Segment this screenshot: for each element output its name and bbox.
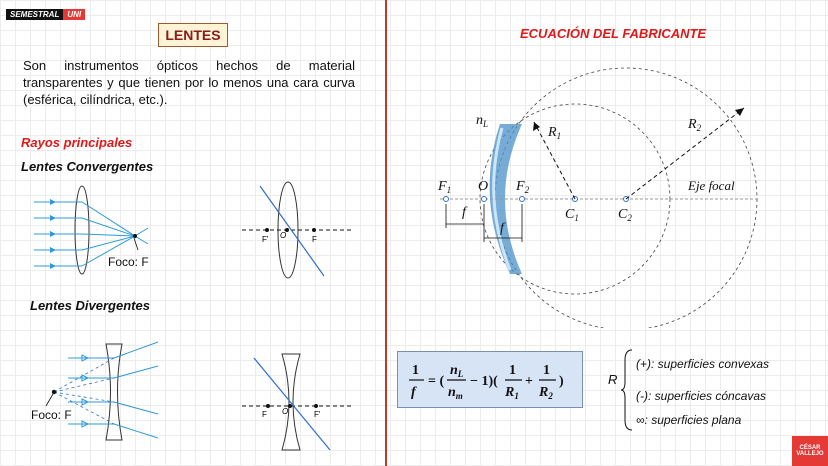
divergent-ray-diagram [36,340,161,445]
r-label: R [608,372,618,387]
svg-text:R2: $R_2$ [539,385,553,401]
svg-text:R2: $R_2$ [688,117,702,133]
svg-text:F1: $F_1$ [438,179,452,195]
label-nL: $n_L$ [476,113,489,129]
svg-text:Eje focal: Eje focal [688,178,735,193]
svg-text:= (: = ( [428,374,445,389]
svg-text:R1: $R_1$ [505,385,519,401]
page-title: LENTES [158,23,228,47]
svg-text:1: 1 [509,363,516,378]
svg-text:1: 1 [543,363,550,378]
svg-text:F2: $F_2$ [516,179,530,195]
svg-text:1: 1 [412,363,419,378]
svg-text:C2: $C_2$ [618,207,632,223]
lens-maker-equation [397,351,583,408]
logo-line2: VALLEJO [796,451,824,457]
svg-text:− 1)(: − 1)( [470,374,498,389]
svg-text:O: O [282,407,289,416]
svg-text:f: f [411,385,416,400]
legend-concavas: (-): superficies cóncavas [636,389,767,403]
cesar-vallejo-logo [792,436,828,466]
center-divider [385,0,387,466]
diagram-f-prime: F' [262,235,269,244]
equation-render [398,352,582,407]
divergent-title: Lentes Divergentes [30,298,150,313]
convergent-title: Lentes Convergentes [21,159,154,174]
logo-line1: CÉSAR [799,445,821,451]
svg-text:nL: $n_L$ [450,363,464,379]
svg-text:F: F [312,235,317,244]
legend-plana: ∞: superficies plana [636,413,742,427]
svg-text:F: F [262,410,267,419]
badge-uni: UNI [63,9,85,20]
svg-text:f: f [462,205,466,220]
svg-text:R1: $R_1$ [548,125,562,141]
svg-text:): ) [559,374,564,389]
svg-text:O: O [280,231,287,240]
divergent-focus-label: Foco: F [31,408,72,422]
brace-icon [620,348,634,432]
lens-maker-diagram [430,58,760,328]
legend-convexas: (+): superficies convexas [636,357,770,371]
semestral-uni-badge [6,7,85,21]
svg-text:f: f [500,221,504,236]
svg-text:+: + [525,374,533,389]
fabricante-title: ECUACIÓN DEL FABRICANTE [520,26,707,41]
divergent-axis-diagram [240,350,355,452]
convergent-axis-diagram [240,180,355,282]
svg-text:C1: $C_1$ [565,207,579,223]
svg-text:nm: $n_m$ [448,385,463,401]
section-title: Rayos principales [21,135,133,150]
lentes-description: Son instrumentos ópticos hechos de material transparentes y que tienen por lo menos una cara curva (esférica, cilíndrica, etc.). [23,58,355,107]
convergent-focus-label: Foco: F [108,255,149,269]
svg-text:F': F' [314,410,321,419]
svg-text:O: O [478,179,489,194]
badge-semestral: SEMESTRAL [6,9,63,20]
